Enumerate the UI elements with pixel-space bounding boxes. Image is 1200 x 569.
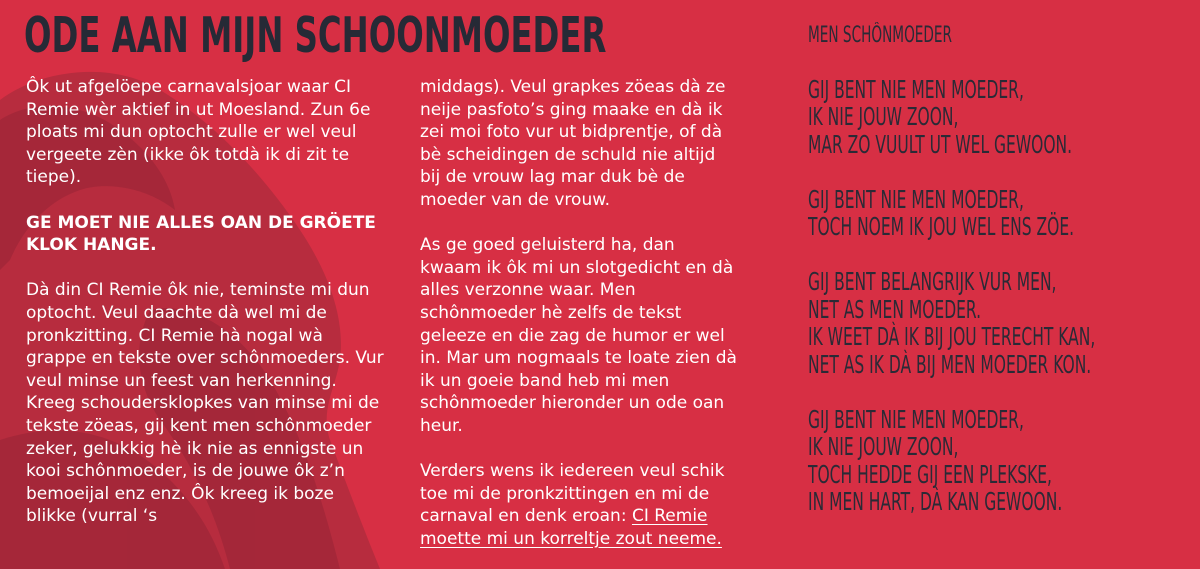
article-column-2 [420,76,740,569]
closing-link[interactable]: CI Remie moette mi un korreltje zout neeme. [420,506,722,549]
poem-stanza [808,404,1063,516]
poem-line: NET AS MEN MOEDER. [808,294,982,324]
poem-line: IK WEET DÀ IK BIJ JOU TERECHT KAN, [808,322,1096,351]
poem-stanza [808,74,1073,159]
poem-line: GIJ BENT BELANGRIJK VUR MEN, [808,267,1057,296]
poem-stanza [808,184,1075,241]
paragraph-body: Dà din CI Remie ôk nie, teminste mi dun optocht. Veul daachte dà wel mi de pronkzitting. CI Remie hà nogal wà grappe en tekste over schônmoeders. Vur veul minse un feest van herkenning. Kreeg schoudersklopkes van minse mi de tekste zöeas, gij kent men schônmoeder zeker, gelukkig hè ik nie as ennigste un kooi schônmoeder, is de jouwe ôk z’n bemoeijal enz enz. Ôk kreeg ik boze blikke (vurral ‘s [26,280,384,527]
paragraph-intro: Ôk ut afgelöepe carnavalsjoar waar CI Remie wèr aktief in ut Moesland. Zun 6e ploats mi dun optocht zulle er wel veul vergeete zèn (ikke ôk totdà ik di zit te tiepe). [26,77,371,188]
poem-line: IK NIE JOUW ZOON, [808,102,959,131]
poem-line: IN MEN HART, DÀ KAN GEWOON. [808,487,1063,516]
poem-line: NET AS IK DÀ BIJ MEN MOEDER KON. [808,349,1092,379]
poem-line: GIJ BENT NIE MEN MOEDER, [808,74,1024,104]
poem-line: IK NIE JOUW ZOON, [808,432,959,461]
poem-line: MAR ZO VUULT UT WEL GEWOON. [808,129,1073,159]
article-title: ODE AAN MIJN SCHOONMOEDER [24,7,607,64]
closing-text: Verders wens ik iedereen veul schik toe mi de pronkzittingen en mi de carnaval en denk eroan: [420,461,725,527]
paragraph-closing [420,460,740,550]
poem-line: TOCH NOEM IK JOU WEL ENS ZÖE. [808,212,1075,241]
poem-line: TOCH HEDDE GIJ EEN PLEKSKE, [808,459,1052,489]
poem-line: GIJ BENT NIE MEN MOEDER, [808,184,1024,214]
poem [808,22,1096,543]
paragraph-slotgedicht: As ge goed geluisterd ha, dan kwaam ik ôk mi un slotgedicht en dà alles verzonne waar. Men schônmoeder hè zelfs de tekst geleeze en die zag de humor er wel in. Mar um nogmaals te loate zien dà ik un goeie band heb mi men schônmoeder hieronder un ode oan heur. [420,235,737,436]
section-heading: GE MOET NIE ALLES OAN DE GRÖETE KLOK HANGE. [26,212,376,256]
poem-stanza [808,267,1096,379]
poem-title: MEN SCHÔNMOEDER [808,23,953,48]
paragraph-continued: middags). Veul grapkes zöeas dà ze neije pasfoto’s ging maake en dà ik zei moi foto vur ut bidprentje, of dà bè scheidingen de schuld nie altijd bij de vrouw lag mar duk bè de moeder van de vrouw. [420,77,726,210]
poem-line: GIJ BENT NIE MEN MOEDER, [808,404,1024,434]
article-column-1 [26,76,388,550]
